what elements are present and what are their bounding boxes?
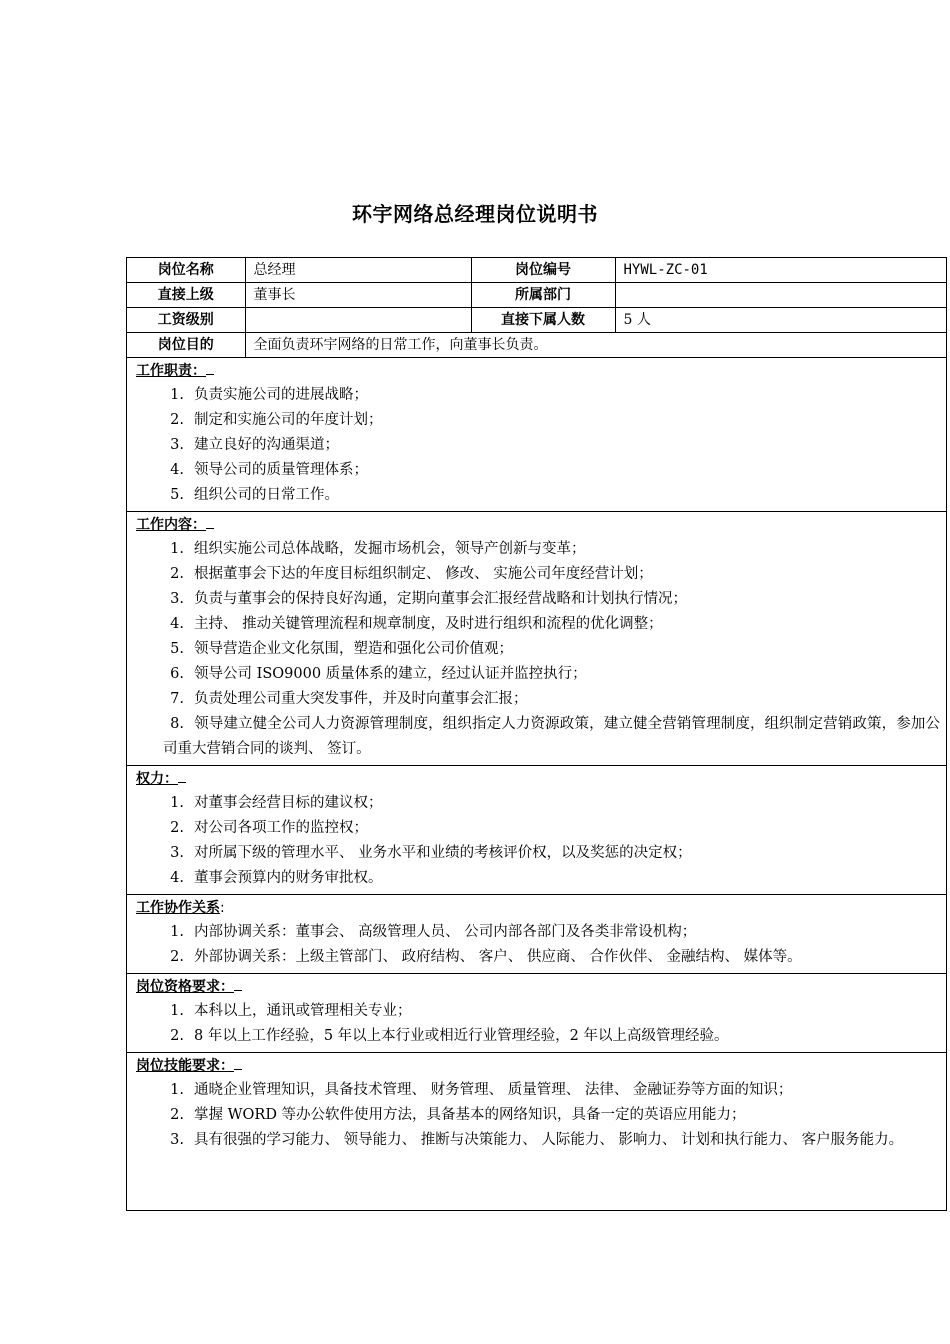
position-code-value: HYWL-ZC-01 — [615, 258, 946, 283]
qualifications-list — [136, 999, 940, 1049]
item-number: 1. — [170, 924, 184, 940]
list-item — [136, 945, 940, 970]
job-description-form — [126, 257, 947, 1211]
superior-value: 董事长 — [245, 283, 471, 308]
item-number: 5. — [170, 641, 184, 657]
item-text: 对所属下级的管理水平、 业务水平和业绩的考核评价权，以及奖惩的决定权； — [194, 845, 692, 861]
item-text: 对董事会经营目标的建议权； — [194, 795, 383, 811]
table-row — [127, 283, 946, 308]
section-heading: 工作协作关系: — [136, 900, 225, 916]
superior-label: 直接上级 — [127, 283, 245, 308]
item-text: 建立良好的沟通渠道； — [194, 437, 339, 453]
item-text: 掌握 WORD 等办公软件使用方法，具备基本的网络知识，具备一定的英语应用能力； — [194, 1107, 746, 1123]
list-item — [136, 662, 940, 687]
item-text: 本科以上，通讯或管理相关专业； — [194, 1003, 412, 1019]
list-item — [136, 791, 940, 816]
purpose-value: 全面负责环宇网络的日常工作，向董事长负责。 — [245, 333, 946, 358]
item-text: 领导公司的质量管理体系； — [194, 462, 368, 478]
salary-level-value — [245, 308, 471, 333]
item-text: 组织实施公司总体战略，发掘市场机会，领导产创新与变革； — [194, 541, 586, 557]
content-section — [127, 511, 946, 765]
list-item — [136, 866, 940, 891]
item-number: 1. — [170, 541, 184, 557]
item-number: 1. — [170, 387, 184, 403]
position-name-label: 岗位名称 — [127, 258, 245, 283]
skills-list — [136, 1078, 940, 1153]
item-number: 2. — [170, 566, 184, 582]
list-item — [136, 562, 940, 587]
relations-section — [127, 894, 946, 973]
item-number: 2. — [170, 949, 184, 965]
item-text: 主持、 推动关键管理流程和规章制度，及时进行组织和流程的优化调整； — [194, 616, 663, 632]
purpose-label: 岗位目的 — [127, 333, 245, 358]
qualifications-section — [127, 973, 946, 1052]
item-number: 3. — [170, 591, 184, 607]
item-number: 4. — [170, 616, 184, 632]
section-heading: 岗位技能要求： — [136, 1054, 940, 1078]
list-item — [136, 408, 940, 433]
position-name-value: 总经理 — [245, 258, 471, 283]
item-text: 董事会预算内的财务审批权。 — [194, 870, 383, 886]
item-number: 2. — [170, 1028, 184, 1044]
duties-list — [136, 383, 940, 508]
item-number: 7. — [170, 691, 184, 707]
skills-section — [127, 1052, 946, 1290]
section-heading: 岗位资格要求： — [136, 975, 940, 999]
subordinates-label: 直接下属人数 — [471, 308, 615, 333]
item-text: 组织公司的日常工作。 — [194, 487, 339, 503]
list-item — [136, 1024, 940, 1049]
list-item — [136, 1078, 940, 1103]
item-number: 2. — [170, 1107, 184, 1123]
list-item — [136, 612, 940, 637]
item-text: 内部协调关系：董事会、 高级管理人员、 公司内部各部门及各类非常设机构； — [194, 924, 697, 940]
list-item — [136, 433, 940, 458]
item-text: 通晓企业管理知识，具备技术管理、 财务管理、 质量管理、 法律、 金融证券等方面的知识； — [194, 1082, 793, 1098]
item-number: 1. — [170, 1003, 184, 1019]
item-text: 对公司各项工作的监控权； — [194, 820, 368, 836]
item-number: 3. — [170, 437, 184, 453]
content-list — [136, 537, 940, 712]
item-text: 领导公司 ISO9000 质量体系的建立，经过认证并监控执行； — [194, 666, 587, 682]
item-text: 制定和实施公司的年度计划； — [194, 412, 383, 428]
item-text: 根据董事会下达的年度目标组织制定、 修改、 实施公司年度经营计划； — [194, 566, 653, 582]
list-item — [136, 458, 940, 483]
item-text: 具有很强的学习能力、 领导能力、 推断与决策能力、 人际能力、 影响力、 计划和执行能力、 客户服务能力。 — [194, 1132, 904, 1148]
duties-section — [127, 358, 946, 511]
list-item — [136, 537, 940, 562]
item-text: 负责与董事会的保持良好沟通，定期向董事会汇报经营战略和计划执行情况； — [194, 591, 687, 607]
item-number: 3. — [170, 845, 184, 861]
list-item — [136, 1128, 940, 1153]
table-row — [127, 333, 946, 358]
item-number: 4. — [170, 462, 184, 478]
item-text: 领导营造企业文化氛围，塑造和强化公司价值观； — [194, 641, 513, 657]
authority-section — [127, 765, 946, 894]
item-number: 1. — [170, 795, 184, 811]
list-item — [136, 816, 940, 841]
list-item: 8. 领导建立健全公司人力资源管理制度，组织指定人力资源政策，建立健全营销管理制度，组织制定营销政策，参加公司重大营销合同的谈判、 签订。 — [163, 716, 940, 757]
list-item — [136, 687, 940, 712]
item-number: 1. — [170, 1082, 184, 1098]
department-value — [615, 283, 946, 308]
basic-info-table — [127, 258, 946, 358]
item-number: 3. — [170, 1132, 184, 1148]
document-title: 环宇网络总经理岗位说明书 — [352, 202, 598, 226]
list-item — [136, 637, 940, 662]
table-row — [127, 308, 946, 333]
section-heading: 工作内容： — [136, 513, 940, 537]
item-text: 负责实施公司的进展战略； — [194, 387, 368, 403]
section-heading: 工作职责： — [136, 359, 940, 383]
item-text: 8 年以上工作经验，5 年以上本行业或相近行业管理经验，2 年以上高级管理经验。 — [194, 1028, 729, 1044]
subordinates-value: 5 人 — [615, 308, 946, 333]
position-code-label: 岗位编号 — [471, 258, 615, 283]
table-row — [127, 258, 946, 283]
list-item — [136, 920, 940, 945]
list-item — [136, 999, 940, 1024]
list-item — [136, 1103, 940, 1128]
list-item — [136, 587, 940, 612]
list-item — [136, 483, 940, 508]
item-number: 2. — [170, 412, 184, 428]
item-number: 6. — [170, 666, 184, 682]
item-text: 外部协调关系：上级主管部门、 政府结构、 客户、 供应商、 合作伙伴、 金融结构、 媒体等。 — [194, 949, 802, 965]
list-item — [136, 383, 940, 408]
relations-list — [136, 920, 940, 970]
authority-list — [136, 791, 940, 891]
list-item — [136, 841, 940, 866]
item-number: 2. — [170, 820, 184, 836]
department-label: 所属部门 — [471, 283, 615, 308]
section-heading: 权力： — [136, 767, 940, 791]
item-number: 4. — [170, 870, 184, 886]
salary-level-label: 工资级别 — [127, 308, 245, 333]
item-number: 5. — [170, 487, 184, 503]
item-text: 负责处理公司重大突发事件，并及时向董事会汇报； — [194, 691, 528, 707]
